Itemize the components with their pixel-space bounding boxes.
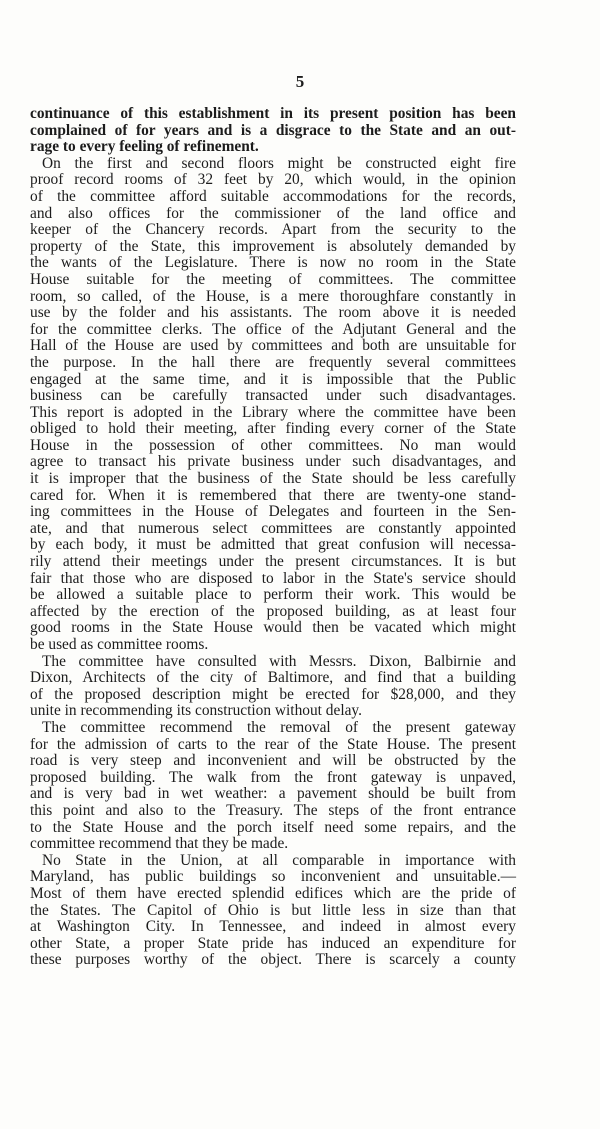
text-line: House suitable for the meeting of committees. The committee <box>30 270 516 288</box>
text-line: obliged to hold their meeting, after finding every corner of the State <box>30 420 516 438</box>
text-line: agree to transact his private business under such disadvantages, and <box>30 453 516 471</box>
text-line: complained of for years and is a disgrace to the State and an out- <box>30 121 516 139</box>
text-line: by each body, it must be admitted that great confusion will necessa- <box>30 536 516 554</box>
text-line: Maryland, has public buildings so inconvenient and unsuitable.— <box>30 868 516 886</box>
text-line: business can be carefully transacted under such disadvantages. <box>30 387 516 405</box>
text-line: this point and also to the Treasury. The steps of the front entrance <box>30 801 516 819</box>
text-line: ing committees in the House of Delegates and fourteen in the Sen- <box>30 503 516 521</box>
text-line: for the committee clerks. The office of the Adjutant General and the <box>30 320 516 338</box>
text-line: of the committee afford suitable accommodations for the records, <box>30 187 516 205</box>
text-line: ate, and that numerous select committees are constantly appointed <box>30 519 516 537</box>
text-line: This report is adopted in the Library where the committee have been <box>30 403 516 421</box>
text-line: Dixon, Architects of the city of Baltimore, and find that a building <box>30 669 516 687</box>
text-line: rily attend their meetings under the present circumstances. It is but <box>30 553 516 571</box>
paragraph <box>30 654 516 720</box>
text-line: fair that those who are disposed to labor in the State's service should <box>30 569 516 587</box>
text-line: use by the folder and his assistants. The room above it is needed <box>30 304 516 322</box>
text-line: cared for. When it is remembered that there are twenty-one stand- <box>30 486 516 504</box>
text-line: Hall of the House are used by committees and both are unsuitable for <box>30 337 516 355</box>
text-line: proof record rooms of 32 feet by 20, which would, in the opinion <box>30 171 516 189</box>
text-line: the purpose. In the hall there are frequently several committees <box>30 353 516 371</box>
text-line: On the first and second floors might be constructed eight fire <box>42 154 516 172</box>
text-line: No State in the Union, at all comparable in importance with <box>42 851 516 869</box>
text-line: the States. The Capitol of Ohio is but little less in size than that <box>30 901 516 919</box>
page-number: 5 <box>295 72 305 91</box>
text-line: committee recommend that they be made. <box>30 835 289 853</box>
text-line: at Washington City. In Tennessee, and indeed in almost every <box>30 918 516 936</box>
paragraph <box>30 106 516 156</box>
text-line: be allowed a suitable place to perform their work. This would be <box>30 586 516 604</box>
text-line: rage to every feeling of refinement. <box>30 138 259 156</box>
text-line: the wants of the Legislature. There is now no room in the State <box>30 254 516 272</box>
body-text <box>30 106 516 969</box>
text-line: The committee have consulted with Messrs. Dixon, Balbirnie and <box>42 652 516 670</box>
text-line: and also offices for the commissioner of the land office and <box>30 204 516 222</box>
text-line: it is improper that the business of the State should be less carefully <box>30 470 516 488</box>
text-line: for the admission of carts to the rear of the State House. The present <box>30 735 516 753</box>
paragraph <box>30 156 516 654</box>
text-line: road is very steep and inconvenient and will be obstructed by the <box>30 752 516 770</box>
text-line: unite in recommending its construction without delay. <box>30 702 362 720</box>
text-line: continuance of this establishment in its present position has been <box>30 105 516 122</box>
text-line: of the proposed description might be erected for $28,000, and they <box>30 685 516 703</box>
text-line: to the State House and the porch itself need some repairs, and the <box>30 818 516 836</box>
text-line: other State, a proper State pride has induced an expenditure for <box>30 934 516 952</box>
text-line: room, so called, of the House, is a mere thoroughfare constantly in <box>30 287 516 305</box>
text-line: these purposes worthy of the object. There is scarcely a county <box>30 951 516 969</box>
paragraph <box>30 720 516 853</box>
text-line: property of the State, this improvement is absolutely demanded by <box>30 237 516 255</box>
text-line: The committee recommend the removal of the present gateway <box>42 718 516 736</box>
paragraph <box>30 853 516 969</box>
text-line: proposed building. The walk from the front gateway is unpaved, <box>30 768 516 786</box>
text-line: House in the possession of other committees. No man would <box>30 436 516 454</box>
text-line: be used as committee rooms. <box>30 636 209 653</box>
text-line: and is very bad in wet weather: a pavement should be built from <box>30 785 516 803</box>
text-line: engaged at the same time, and it is impossible that the Public <box>30 370 516 388</box>
text-line: good rooms in the State House would then be vacated which might <box>30 619 516 637</box>
text-line: keeper of the Chancery records. Apart from the security to the <box>30 221 516 239</box>
text-line: Most of them have erected splendid edifices which are the pride of <box>30 884 516 902</box>
text-line: affected by the erection of the proposed building, as at least four <box>30 602 516 620</box>
